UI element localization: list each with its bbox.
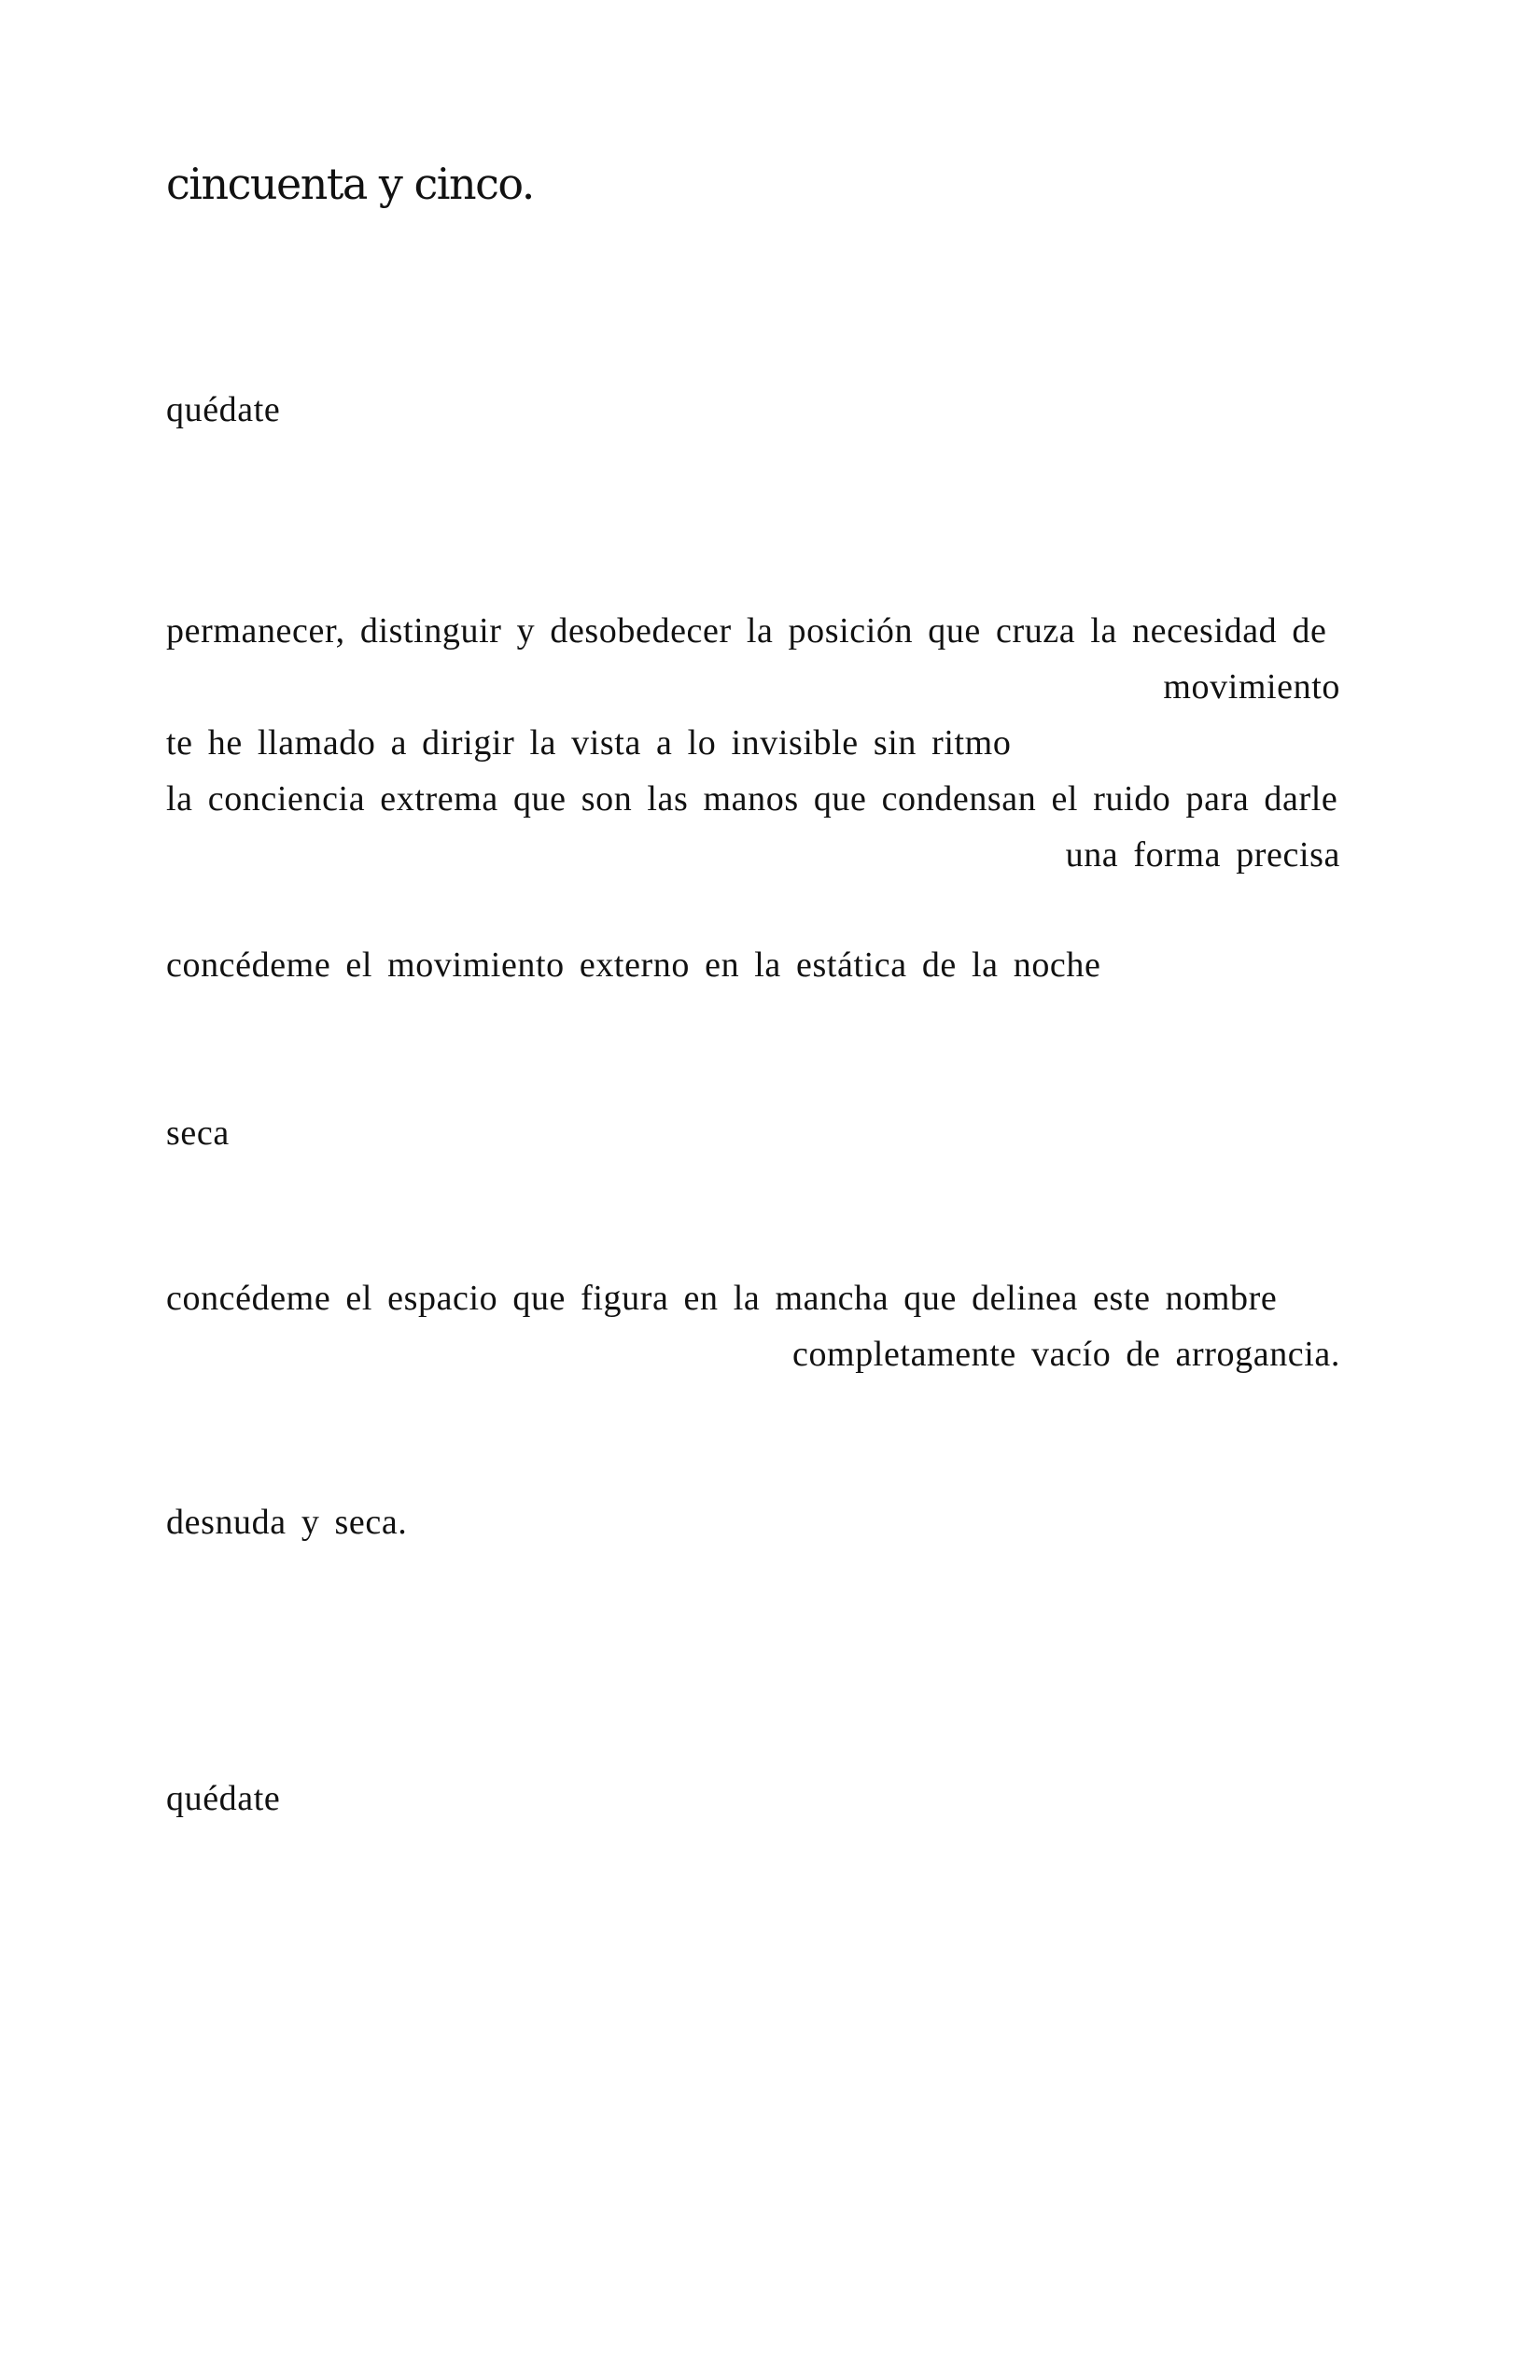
poem-line-desnuda-y-seca: desnuda y seca. [166,1503,408,1542]
poem-line-quedate-closing: quédate [166,1779,281,1818]
poem-line-quedate-opening: quédate [166,390,281,429]
poem-title: cincuenta y cinco. [166,159,534,209]
poem-line-una-forma-precisa: una forma precisa [1065,835,1340,875]
poem-line-seca: seca [166,1113,230,1153]
poem-line-te-he-llamado: te he llamado a dirigir la vista a lo invisible sin ritmo [166,723,1012,763]
poem-line-concedeme-movimiento: concédeme el movimiento externo en la estática de la noche [166,945,1101,985]
poem-line-la-conciencia: la conciencia extrema que son las manos que condensan el ruido para darle [166,779,1338,819]
poem-line-completamente-vacio: completamente vacío de arrogancia. [791,1335,1340,1374]
poem-line-concedeme-espacio: concédeme el espacio que figura en la mancha que delinea este nombre [166,1279,1278,1318]
poem-line-permanecer: permanecer, distinguir y desobedecer la posición que cruza la necesidad de [166,611,1327,651]
poem-line-movimiento: movimiento [1163,667,1340,707]
